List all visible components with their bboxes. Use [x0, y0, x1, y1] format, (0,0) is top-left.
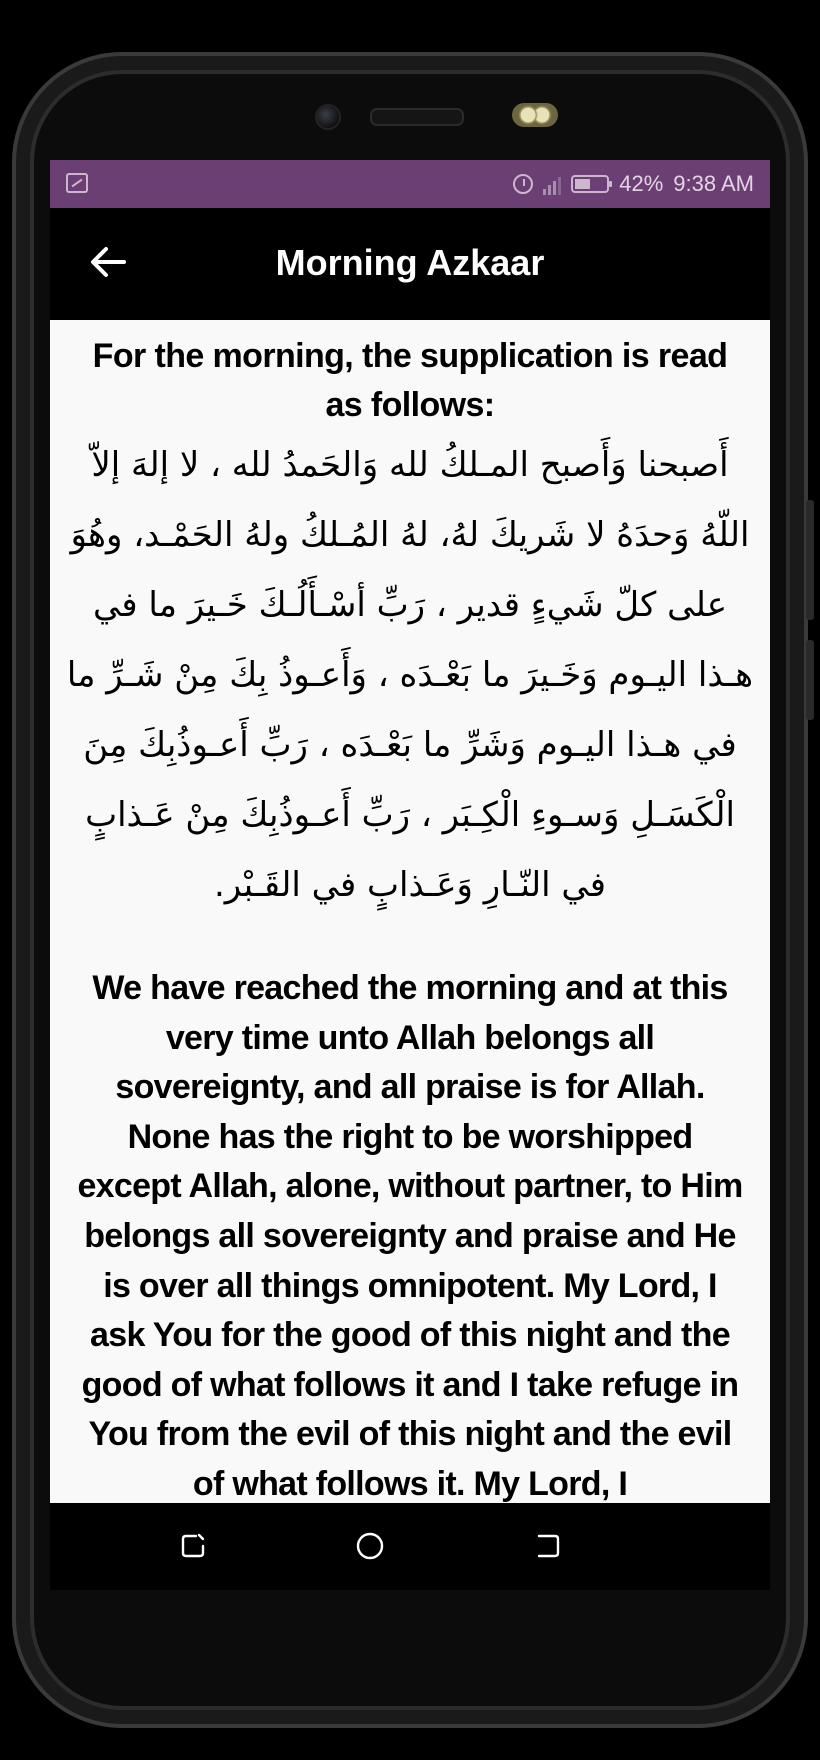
- home-circle-icon: [355, 1531, 385, 1561]
- recents-button[interactable]: [178, 1531, 208, 1561]
- front-camera: [315, 104, 341, 130]
- battery-percent: 42%: [619, 171, 664, 196]
- azkaar-content[interactable]: [50, 320, 770, 1503]
- power-button: [806, 640, 814, 720]
- battery-icon: [571, 175, 609, 193]
- navigation-bar: [50, 1503, 770, 1590]
- recents-icon: [178, 1531, 208, 1561]
- front-flash: [512, 103, 558, 127]
- status-bar: [50, 160, 770, 208]
- earpiece-speaker: [370, 108, 464, 126]
- page-title: Morning Azkaar: [275, 242, 545, 283]
- status-icons: [513, 160, 754, 208]
- arabic-supplication: أَصبحنا وَأَصبح المـلكُ لله وَالحَمدُ لله ، لا إلهَ إلاّ اللّهُ وَحدَهُ لا شَريكَ لهُ، لهُ المُـلكُ ولهُ الحَمْـد، وهُوَ على كلّ شَيءٍ قدير ، رَبِّ أسْـأَلُـكَ خَـيرَ ما في هـذا اليـوم وَخَـيرَ ما بَعْـدَه ، وَأَعـوذُ بِكَ مِنْ شَـرِّ ما في هـذا اليـوم وَشَرِّ ما بَعْـدَه ، رَبِّ أَعـوذُبِكَ مِنَ الْكَسَـلِ وَسـوءِ الْكِـبَر ، رَبِّ أَعـوذُبِكَ مِنْ عَـذابٍ في النّـارِ وَعَـذابٍ في القَـبْر.: [66, 445, 754, 905]
- screen: [50, 160, 770, 1590]
- back-nav-button[interactable]: [533, 1531, 563, 1561]
- volume-button: [806, 500, 814, 620]
- section-heading: For the morning, the supplication is read as follows:: [92, 337, 728, 424]
- screenshot-notification-icon: [66, 173, 88, 193]
- english-translation: We have reached the morning and at this very time unto Allah belongs all sovereignty, and all praise is for Allah. None has the right to be worshipped except Allah, alone, without partner, to Him belongs all sovereignty and praise and He is over all things omnipotent. My Lord, I ask You for the good of this night and the good of what follows it and I take refuge in You from the evil of this night and the evil of what follows it. My Lord, I: [77, 969, 743, 1503]
- signal-icon: [543, 173, 561, 195]
- clock: 9:38 AM: [673, 171, 754, 196]
- app-bar: [50, 208, 770, 318]
- back-icon: [533, 1531, 563, 1561]
- home-button[interactable]: [355, 1531, 385, 1561]
- alarm-icon: [513, 174, 533, 194]
